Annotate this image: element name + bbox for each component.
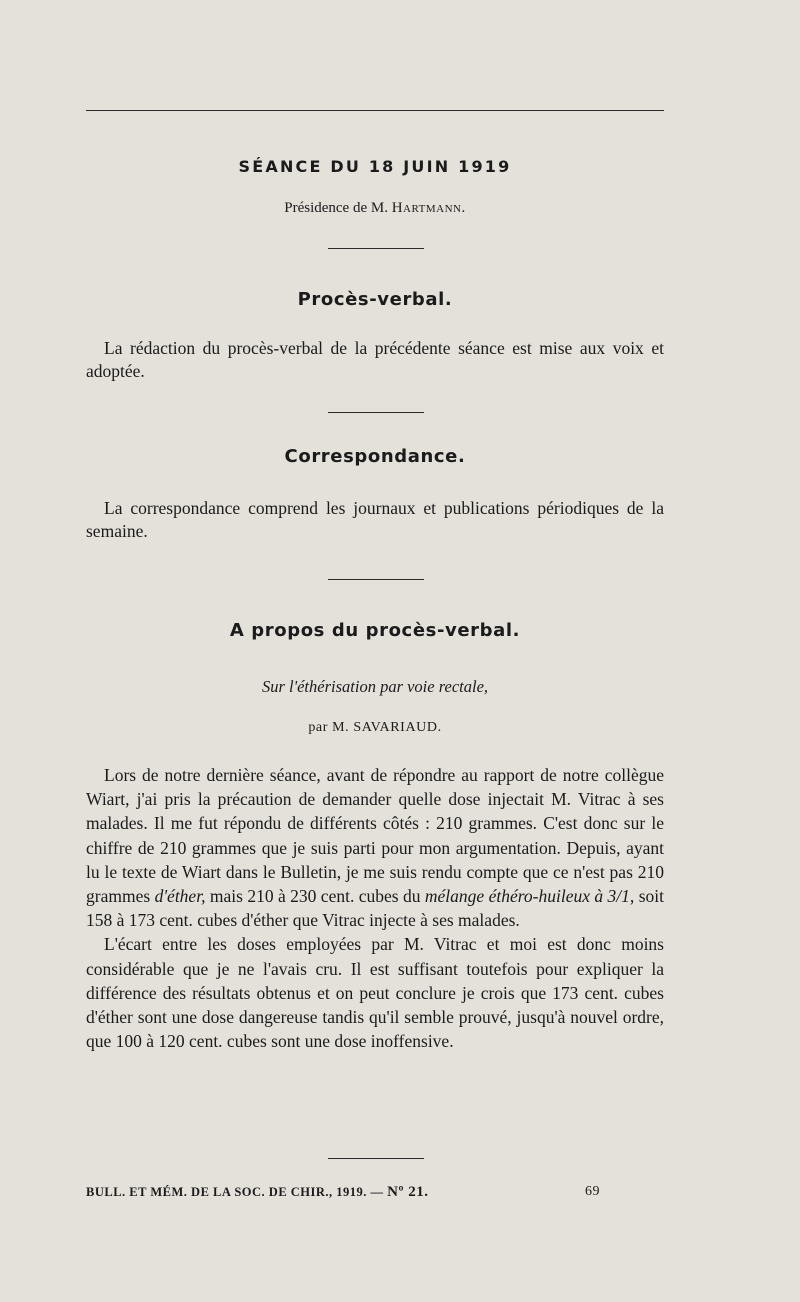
section-divider — [328, 412, 424, 413]
session-title: SÉANCE DU 18 JUIN 1919 — [238, 157, 512, 176]
article-subtitle: Sur l'éthérisation par voie rectale, — [261, 677, 489, 696]
a-propos-title: A propos du procès-verbal. — [229, 620, 521, 641]
top-rule — [86, 110, 664, 111]
section-divider — [328, 579, 424, 580]
issue-number: Nº 21. — [387, 1184, 429, 1200]
correspondance-text: La correspondance comprend les journaux et publications périodiques de la semaine. — [86, 498, 664, 541]
section-divider — [328, 1158, 424, 1159]
presidence-name: Hartmann. — [391, 200, 466, 216]
presidence-line — [86, 200, 664, 217]
page-footer — [86, 1184, 664, 1201]
article-author: par M. SAVARIAUD. — [308, 720, 442, 735]
journal-reference: BULL. ET MÉM. DE LA SOC. DE CHIR., 1919. — — [86, 1185, 384, 1199]
article-paragraph-1: Lors de notre dernière séance, avant de répondre au rapport de notre collègue Wiart, j'ai pris la précaution de demander quelle dose injectait M. Vitrac à ses malades. Il me fut répondu de différents côtés : 210 grammes. C'est donc sur le chiffre de 210 grammes que je suis parti pour mon argumentation. Depuis, ayant lu le texte de Wiart dans le Bulletin, je me suis rendu compte que ce n'est pas 210 grammes d'éther, mais 210 à 230 cent. cubes du mélange éthéro-huileux à 3/1, soit 158 à 173 cent. cubes d'éther que Vitrac injecte à ses malades. — [86, 765, 664, 931]
proces-verbal-title: Procès-verbal. — [297, 289, 453, 310]
page-number: 69 — [585, 1184, 600, 1199]
proces-verbal-text: La rédaction du procès-verbal de la précédente séance est mise aux voix et adoptée. — [86, 338, 664, 381]
article-body — [86, 763, 664, 1053]
presidence-prefix: Présidence de M. — [284, 200, 388, 216]
section-divider — [328, 248, 424, 249]
article-paragraph-2: L'écart entre les doses employées par M. Vitrac et moi est donc moins considérable que je ne l'avais cru. Il est suffisant toutefois pour expliquer la différence des résultats obtenus et on peut conclure je crois que 173 cent. cubes d'éther sont une dose dangereuse tandis qu'il semble prouvé, jusqu'à nouvel ordre, que 100 à 120 cent. cubes sont une dose inoffensive. — [86, 934, 664, 1052]
correspondance-title: Correspondance. — [284, 446, 466, 467]
